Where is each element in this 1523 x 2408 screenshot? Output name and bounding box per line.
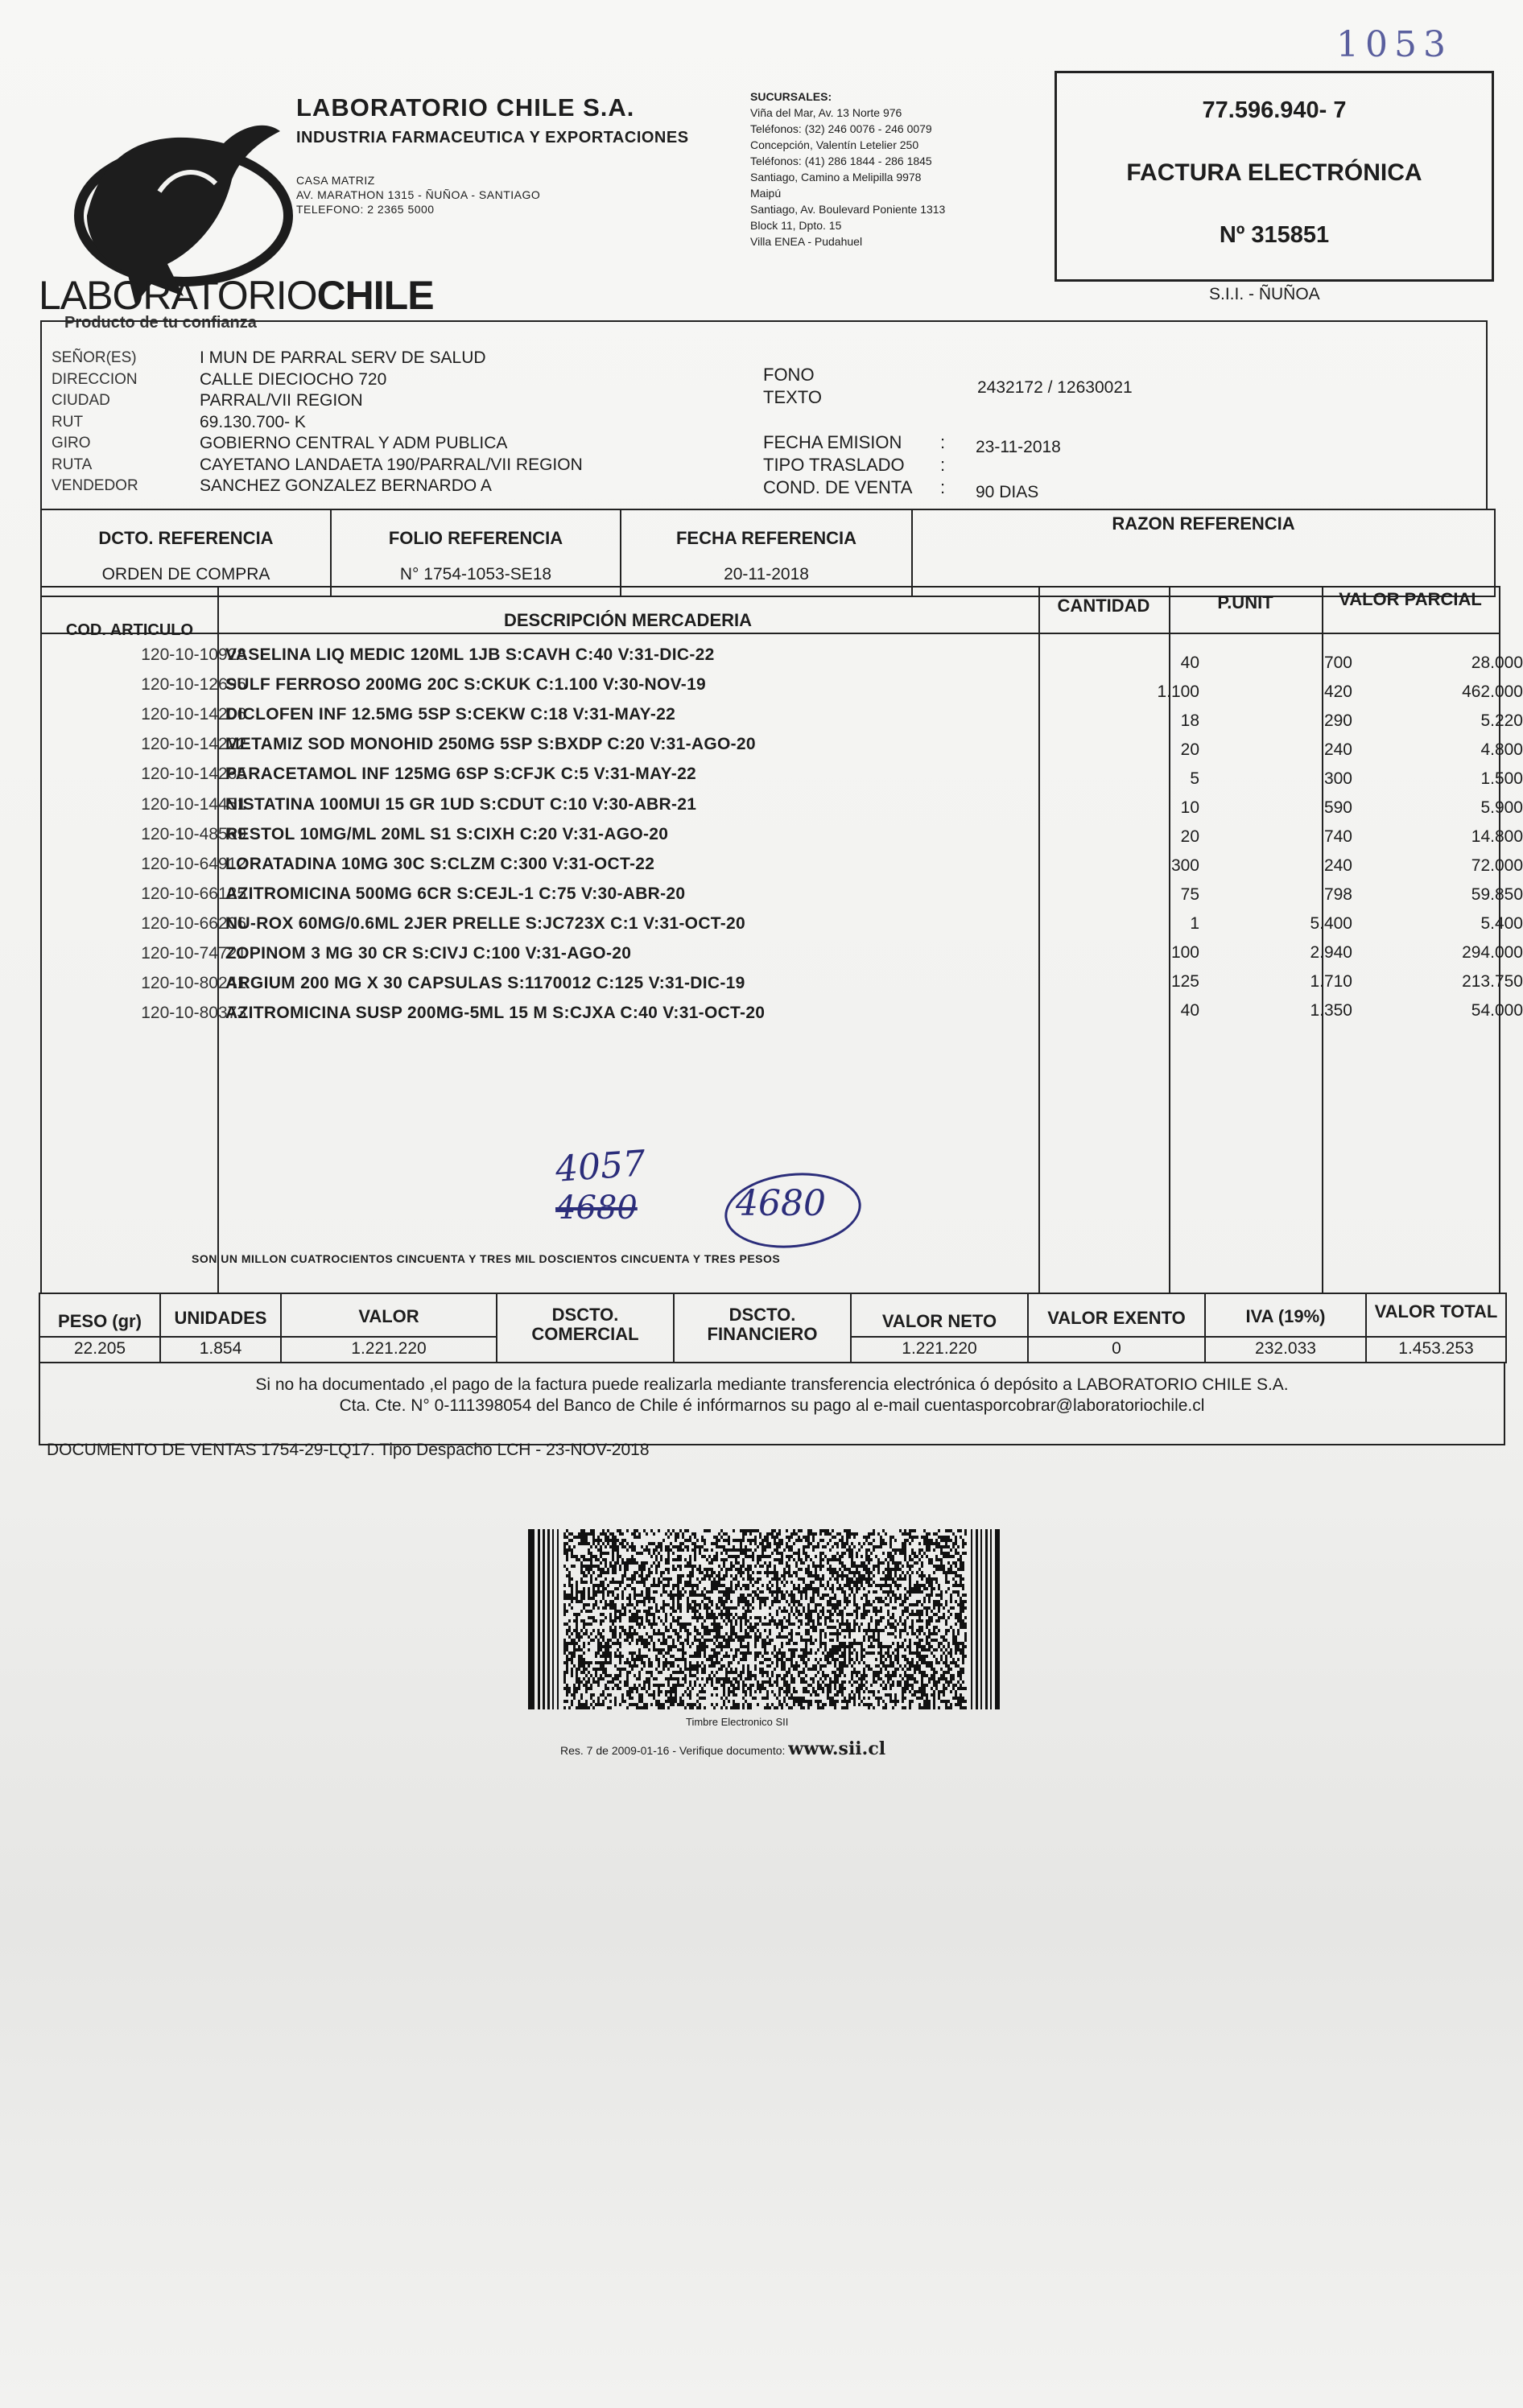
item-description: VASELINA LIQ MEDIC 120ML 1JB S:CAVH C:40 V:31-DIC-22 bbox=[225, 645, 715, 664]
item-unit-price: 420 bbox=[1323, 682, 1352, 701]
client-labels: SEÑOR(ES) DIRECCION CIUDAD RUT GIRO RUTA VENDEDOR bbox=[52, 349, 138, 494]
item-quantity: 40 bbox=[1180, 1001, 1199, 1020]
item-unit-price: 590 bbox=[1323, 798, 1352, 817]
reference-box bbox=[40, 509, 1496, 597]
sucursales-list: SUCURSALES: Viña del Mar, Av. 13 Norte 976 Teléfonos: (32) 246 0076 - 246 0079 Concepción, Valentín Letelier 250 Teléfonos: (41) 286 1844 - 286 1845 Santiago, Camino a Melipilla 9978 Maipú Santiago, Av. Boulevard Poniente 1313 Block 11, Dpto. 15 Villa ENEA - Pudahuel bbox=[750, 90, 946, 248]
ref-fecha: FECHA REFERENCIA 20-11-2018 bbox=[621, 510, 913, 596]
item-line-total: 5.900 bbox=[1480, 798, 1523, 817]
item-unit-price: 1.350 bbox=[1310, 1001, 1352, 1020]
item-description: ZOPINOM 3 MG 30 CR S:CIVJ C:100 V:31-AGO-20 bbox=[225, 944, 632, 963]
fono-value: 2432172 / 12630021 bbox=[977, 378, 1133, 397]
tot-unidades: UNIDADES 1.854 bbox=[159, 1293, 282, 1363]
item-quantity: 300 bbox=[1170, 856, 1199, 875]
item-unit-price: 240 bbox=[1323, 740, 1352, 759]
item-line-total: 14.800 bbox=[1471, 827, 1523, 846]
table-row bbox=[42, 1001, 1523, 1041]
table-row bbox=[42, 645, 1523, 676]
tot-valor-neto: VALOR NETO 1.221.220 bbox=[850, 1293, 1029, 1363]
ref-dcto: DCTO. REFERENCIA ORDEN DE COMPRA bbox=[42, 510, 332, 596]
tot-valor: VALOR 1.221.220 bbox=[280, 1293, 497, 1363]
company-name: LABORATORIO CHILE S.A. bbox=[296, 93, 635, 122]
handwritten-note-top: 4057 bbox=[554, 1143, 647, 1190]
item-description: ARGIUM 200 MG X 30 CAPSULAS S:1170012 C:125 V:31-DIC-19 bbox=[225, 974, 745, 993]
item-code: 120-10-14222 bbox=[141, 735, 246, 754]
tot-valor-exento: VALOR EXENTO 0 bbox=[1027, 1293, 1206, 1363]
item-unit-price: 300 bbox=[1323, 769, 1352, 788]
col-header-desc: DESCRIPCIÓN MERCADERIA bbox=[503, 610, 753, 630]
item-quantity: 125 bbox=[1170, 972, 1199, 991]
item-line-total: 294.000 bbox=[1462, 943, 1523, 962]
item-description: AZITROMICINA 500MG 6CR S:CEJL-1 C:75 V:30-ABR-20 bbox=[225, 884, 686, 903]
ref-razon: RAZON REFERENCIA bbox=[1112, 513, 1295, 534]
table-row bbox=[42, 765, 1523, 798]
document-type: FACTURA ELECTRÓNICA bbox=[1126, 159, 1422, 186]
document-number: Nº 315851 bbox=[1219, 222, 1330, 248]
table-row bbox=[42, 675, 1523, 707]
item-unit-price: 1.710 bbox=[1310, 972, 1352, 991]
item-quantity: 1 bbox=[1190, 914, 1199, 933]
item-line-total: 5.220 bbox=[1480, 711, 1523, 730]
item-code: 120-10-12696 bbox=[141, 675, 246, 695]
timbre-electronico: Timbre Electronico SII bbox=[686, 1716, 789, 1728]
casa-matriz: CASA MATRIZ AV. MARATHON 1315 - ÑUÑOA - SANTIAGO TELEFONO: 2 2365 5000 bbox=[296, 174, 541, 216]
item-description: RESTOL 10MG/ML 20ML S1 S:CIXH C:20 V:31-AGO-20 bbox=[225, 824, 669, 843]
tot-valor-total: VALOR TOTAL 1.453.253 bbox=[1365, 1293, 1507, 1363]
col-header-qty: CANTIDAD bbox=[1057, 596, 1150, 616]
brand-tagline: Producto de tu confianza bbox=[64, 314, 257, 332]
resolution-note: Res. 7 de 2009-01-16 - Verifique documento: www.sii.cl bbox=[560, 1738, 886, 1759]
item-description: LORATADINA 10MG 30C S:CLZM C:300 V:31-OCT-22 bbox=[225, 854, 655, 873]
item-line-total: 54.000 bbox=[1471, 1001, 1523, 1020]
table-row bbox=[42, 705, 1523, 737]
item-code: 120-10-14265 bbox=[141, 765, 246, 784]
item-unit-price: 290 bbox=[1323, 711, 1352, 730]
item-unit-price: 2.940 bbox=[1310, 943, 1352, 962]
item-code: 120-10-14206 bbox=[141, 705, 246, 724]
tot-peso: PESO (gr) 22.205 bbox=[39, 1293, 161, 1363]
item-description: AZITROMICINA SUSP 200MG-5ML 15 M S:CJXA C:40 V:31-OCT-20 bbox=[225, 1004, 766, 1023]
item-line-total: 72.000 bbox=[1471, 856, 1523, 875]
item-quantity: 18 bbox=[1180, 711, 1199, 730]
company-industry: INDUSTRIA FARMACEUTICA Y EXPORTACIONES bbox=[296, 129, 689, 146]
brand-wordmark: LABORATORIOCHILE bbox=[39, 273, 434, 318]
totals-table bbox=[39, 1293, 1507, 1363]
handwritten-note-crossed: 4680 bbox=[555, 1190, 638, 1227]
item-description: NISTATINA 100MUI 15 GR 1UD S:CDUT C:10 V:30-ABR-21 bbox=[225, 794, 697, 814]
fecha-labels: FECHA EMISION TIPO TRASLADO COND. DE VENTA bbox=[763, 432, 913, 497]
item-description: PARACETAMOL INF 125MG 6SP S:CFJK C:5 V:31-MAY-22 bbox=[225, 765, 697, 784]
payment-note: Si no ha documentado ,el pago de la factura puede realizarla mediante transferencia electrónica ó depósito a LABORATORIO CHILE S.A. Cta. Cte. N° 0-111398054 del Banco de Chile é infórmarnos su pago al e-mail cuentasporcobrar@laboratoriochile.cl bbox=[39, 1362, 1505, 1445]
colon-separators: : : : bbox=[940, 432, 946, 497]
tot-dscto-financiero: DSCTO. FINANCIERO bbox=[673, 1293, 852, 1363]
item-unit-price: 740 bbox=[1323, 827, 1352, 846]
item-quantity: 100 bbox=[1170, 943, 1199, 962]
item-code: 120-10-74721 bbox=[141, 944, 246, 963]
item-line-total: 28.000 bbox=[1471, 654, 1523, 672]
ref-folio: FOLIO REFERENCIA N° 1754-1053-SE18 bbox=[332, 510, 621, 596]
sii-link[interactable]: www.sii.cl bbox=[788, 1738, 886, 1759]
tot-dscto-comercial: DSCTO. COMERCIAL bbox=[496, 1293, 675, 1363]
item-code: 120-10-14451 bbox=[141, 794, 246, 814]
table-row bbox=[42, 794, 1523, 828]
item-unit-price: 5.400 bbox=[1310, 914, 1352, 933]
item-line-total: 5.400 bbox=[1480, 914, 1523, 933]
documento-de-ventas: DOCUMENTO DE VENTAS 1754-29-LQ17. Tipo Despacho LCH - 23-NOV-2018 bbox=[47, 1441, 650, 1459]
item-code: 120-10-66125 bbox=[141, 884, 246, 903]
item-unit-price: 240 bbox=[1323, 856, 1352, 875]
item-code: 120-10-80373 bbox=[141, 1004, 246, 1023]
client-info-box bbox=[40, 320, 1488, 510]
item-quantity: 75 bbox=[1180, 885, 1199, 904]
handwritten-note-circled: 4680 bbox=[736, 1183, 826, 1224]
sii-office: S.I.I. - ÑUÑOA bbox=[1209, 285, 1320, 303]
item-unit-price: 700 bbox=[1323, 654, 1352, 672]
item-code: 120-10-80241 bbox=[141, 974, 246, 993]
fono-labels: FONO TEXTO bbox=[763, 365, 822, 407]
item-code: 120-10-66206 bbox=[141, 913, 246, 933]
item-quantity: 10 bbox=[1180, 798, 1199, 817]
item-quantity: 5 bbox=[1190, 769, 1199, 788]
item-code: 120-10-64912 bbox=[141, 854, 246, 873]
item-description: METAMIZ SOD MONOHID 250MG 5SP S:BXDP C:20 V:31-AGO-20 bbox=[225, 735, 756, 754]
client-values: I MUN DE PARRAL SERV DE SALUD CALLE DIECIOCHO 720 PARRAL/VII REGION 69.130.700- K GOBIERNO CENTRAL Y ADM PUBLICA CAYETANO LANDAETA 190/PARRAL/VII REGION SANCHEZ GONZALEZ BERNARDO A bbox=[200, 348, 583, 495]
handwritten-page-number: 1053 bbox=[1336, 24, 1452, 65]
item-line-total: 59.850 bbox=[1471, 885, 1523, 904]
pdf417-barcode-icon bbox=[528, 1529, 1000, 1709]
item-quantity: 20 bbox=[1180, 740, 1199, 759]
item-quantity: 20 bbox=[1180, 827, 1199, 846]
tot-iva: IVA (19%) 232.033 bbox=[1204, 1293, 1367, 1363]
col-header-total: VALOR PARCIAL bbox=[1339, 589, 1482, 609]
item-line-total: 1.500 bbox=[1480, 769, 1523, 788]
issuer-rut: 77.596.940- 7 bbox=[1202, 97, 1347, 123]
item-line-total: 4.800 bbox=[1480, 740, 1523, 759]
item-unit-price: 798 bbox=[1323, 885, 1352, 904]
table-row bbox=[42, 735, 1523, 767]
item-description: SULF FERROSO 200MG 20C S:CKUK C:1.100 V:30-NOV-19 bbox=[225, 675, 707, 695]
item-description: NU-ROX 60MG/0.6ML 2JER PRELLE S:JC723X C:1 V:31-OCT-20 bbox=[225, 913, 746, 933]
col-header-code: COD. ARTICULO bbox=[65, 621, 194, 639]
col-header-unit: P.UNIT bbox=[1217, 592, 1273, 612]
item-code: 120-10-10928 bbox=[141, 645, 246, 664]
item-description: DICLOFEN INF 12.5MG 5SP S:CEKW C:18 V:31-MAY-22 bbox=[225, 705, 676, 724]
item-quantity: 40 bbox=[1180, 654, 1199, 672]
document-id-box bbox=[1055, 71, 1494, 282]
item-code: 120-10-48569 bbox=[141, 824, 246, 843]
amount-in-words: SON UN MILLON CUATROCIENTOS CINCUENTA Y TRES MIL DOSCIENTOS CINCUENTA Y TRES PESOS bbox=[192, 1252, 781, 1265]
item-line-total: 213.750 bbox=[1462, 972, 1523, 991]
item-quantity: 1.100 bbox=[1157, 682, 1199, 701]
fecha-values: 23-11-2018 90 DIAS bbox=[976, 438, 1061, 501]
item-line-total: 462.000 bbox=[1462, 682, 1523, 701]
